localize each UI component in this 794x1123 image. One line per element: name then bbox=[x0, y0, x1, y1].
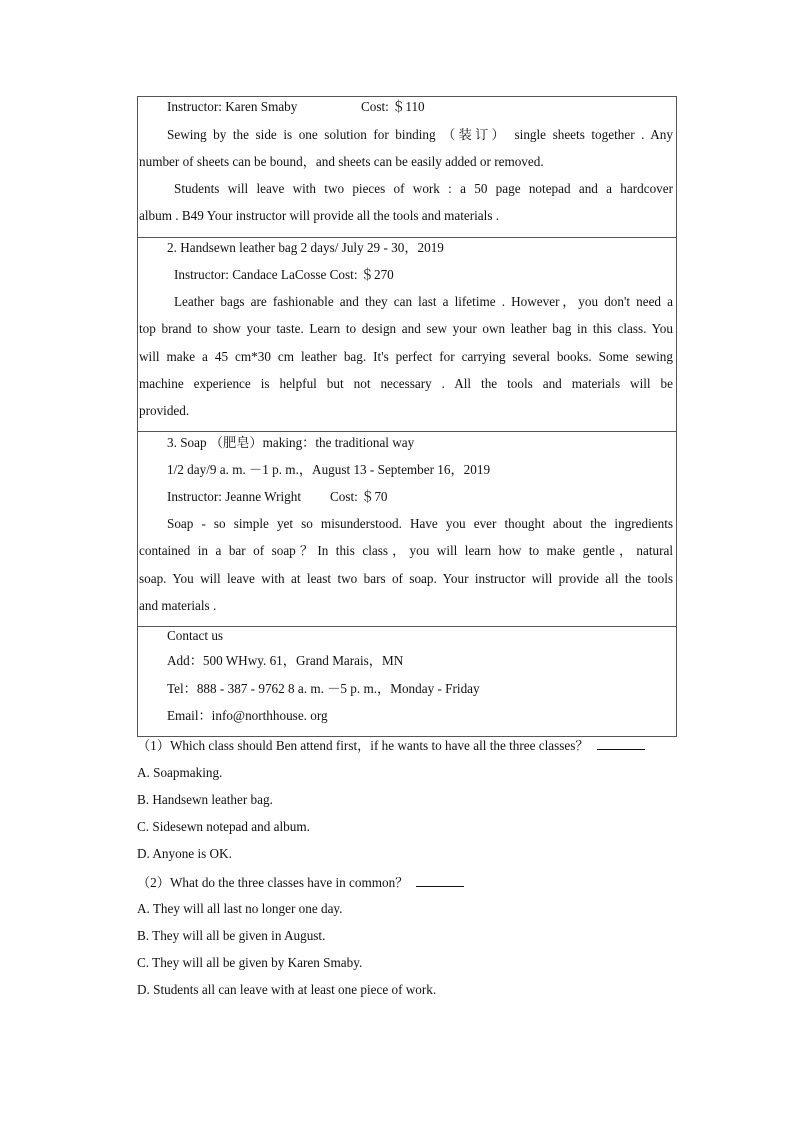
contact-address: Add：500 WHwy. 61，Grand Marais，MN bbox=[167, 653, 404, 668]
class3-desc-line: Soap - so simple yet so misunderstood. Have you ever thought about the ingredients bbox=[167, 516, 673, 531]
question-1-option-a: A. Soapmaking. bbox=[137, 765, 223, 780]
class2-desc-line: machine experience is helpful but not necessary . All the tools and materials will be bbox=[139, 376, 673, 391]
question-2-option-b: B. They will all be given in August. bbox=[137, 928, 326, 943]
class3-time: 1/2 day/9 a. m. －1 p. m.，August 13 - September 16，2019 bbox=[167, 462, 491, 477]
question-1-option-d: D. Anyone is OK. bbox=[137, 846, 232, 861]
question-1-stem: （1）Which class should Ben attend first，if he wants to have all the three classes？ bbox=[137, 737, 645, 754]
contact-email: Email：info@northhouse. org bbox=[167, 708, 328, 723]
answer-blank bbox=[416, 874, 464, 887]
class1-desc-line: Students will leave with two pieces of work : a 50 page notepad and a hardcover bbox=[174, 181, 673, 196]
class2-heading: 2. Handsewn leather bag 2 days/ July 29 - 30，2019 bbox=[167, 240, 444, 255]
class1-desc-line: Sewing by the side is one solution for binding （装订） single sheets together . Any bbox=[167, 127, 673, 142]
class3-desc-line: soap. You will leave with at least two bars of soap. Your instructor will provide all the tools bbox=[139, 571, 673, 586]
class3-instructor: Instructor: Jeanne Wright bbox=[167, 489, 301, 504]
class2-desc-line: provided. bbox=[139, 403, 190, 418]
class2-desc-line: top brand to show your taste. Learn to design and sew your own leather bag in this class. You bbox=[139, 321, 673, 336]
question-2-stem: （2）What do the three classes have in common？ bbox=[137, 874, 464, 891]
class2-desc-line: will make a 45 cm*30 cm leather bag. It's perfect for carrying several books. Some sewing bbox=[139, 349, 673, 364]
class1-instructor: Instructor: Karen Smaby bbox=[167, 99, 298, 114]
class1-desc-line: album . B49 Your instructor will provide all the tools and materials . bbox=[139, 208, 500, 223]
class3-cost: Cost: ＄70 bbox=[330, 489, 388, 504]
answer-blank bbox=[597, 737, 645, 750]
contact-tel: Tel：888 - 387 - 9762 8 a. m. －5 p. m.，Monday - Friday bbox=[167, 681, 480, 696]
class2-instructor: Instructor: Candace LaCosse Cost: ＄270 bbox=[174, 267, 394, 282]
question-2-option-d: D. Students all can leave with at least one piece of work. bbox=[137, 982, 437, 997]
class3-desc-line: and materials . bbox=[139, 598, 217, 613]
class3-desc-line: contained in a bar of soap？In this class，you will learn how to make gentle，natural bbox=[139, 543, 673, 558]
class3-heading: 3. Soap （肥皂）making：the traditional way bbox=[167, 435, 415, 450]
class1-cost: Cost: ＄110 bbox=[361, 99, 425, 114]
question-1-option-c: C. Sidesewn notepad and album. bbox=[137, 819, 310, 834]
class1-desc-line: number of sheets can be bound，and sheets can be easily added or removed. bbox=[139, 154, 544, 169]
contact-title: Contact us bbox=[167, 628, 224, 643]
question-1-option-b: B. Handsewn leather bag. bbox=[137, 792, 273, 807]
question-2-option-a: A. They will all last no longer one day. bbox=[137, 901, 343, 916]
class2-desc-line: Leather bags are fashionable and they can last a lifetime . However，you don't need a bbox=[174, 294, 673, 309]
question-2-option-c: C. They will all be given by Karen Smaby. bbox=[137, 955, 363, 970]
